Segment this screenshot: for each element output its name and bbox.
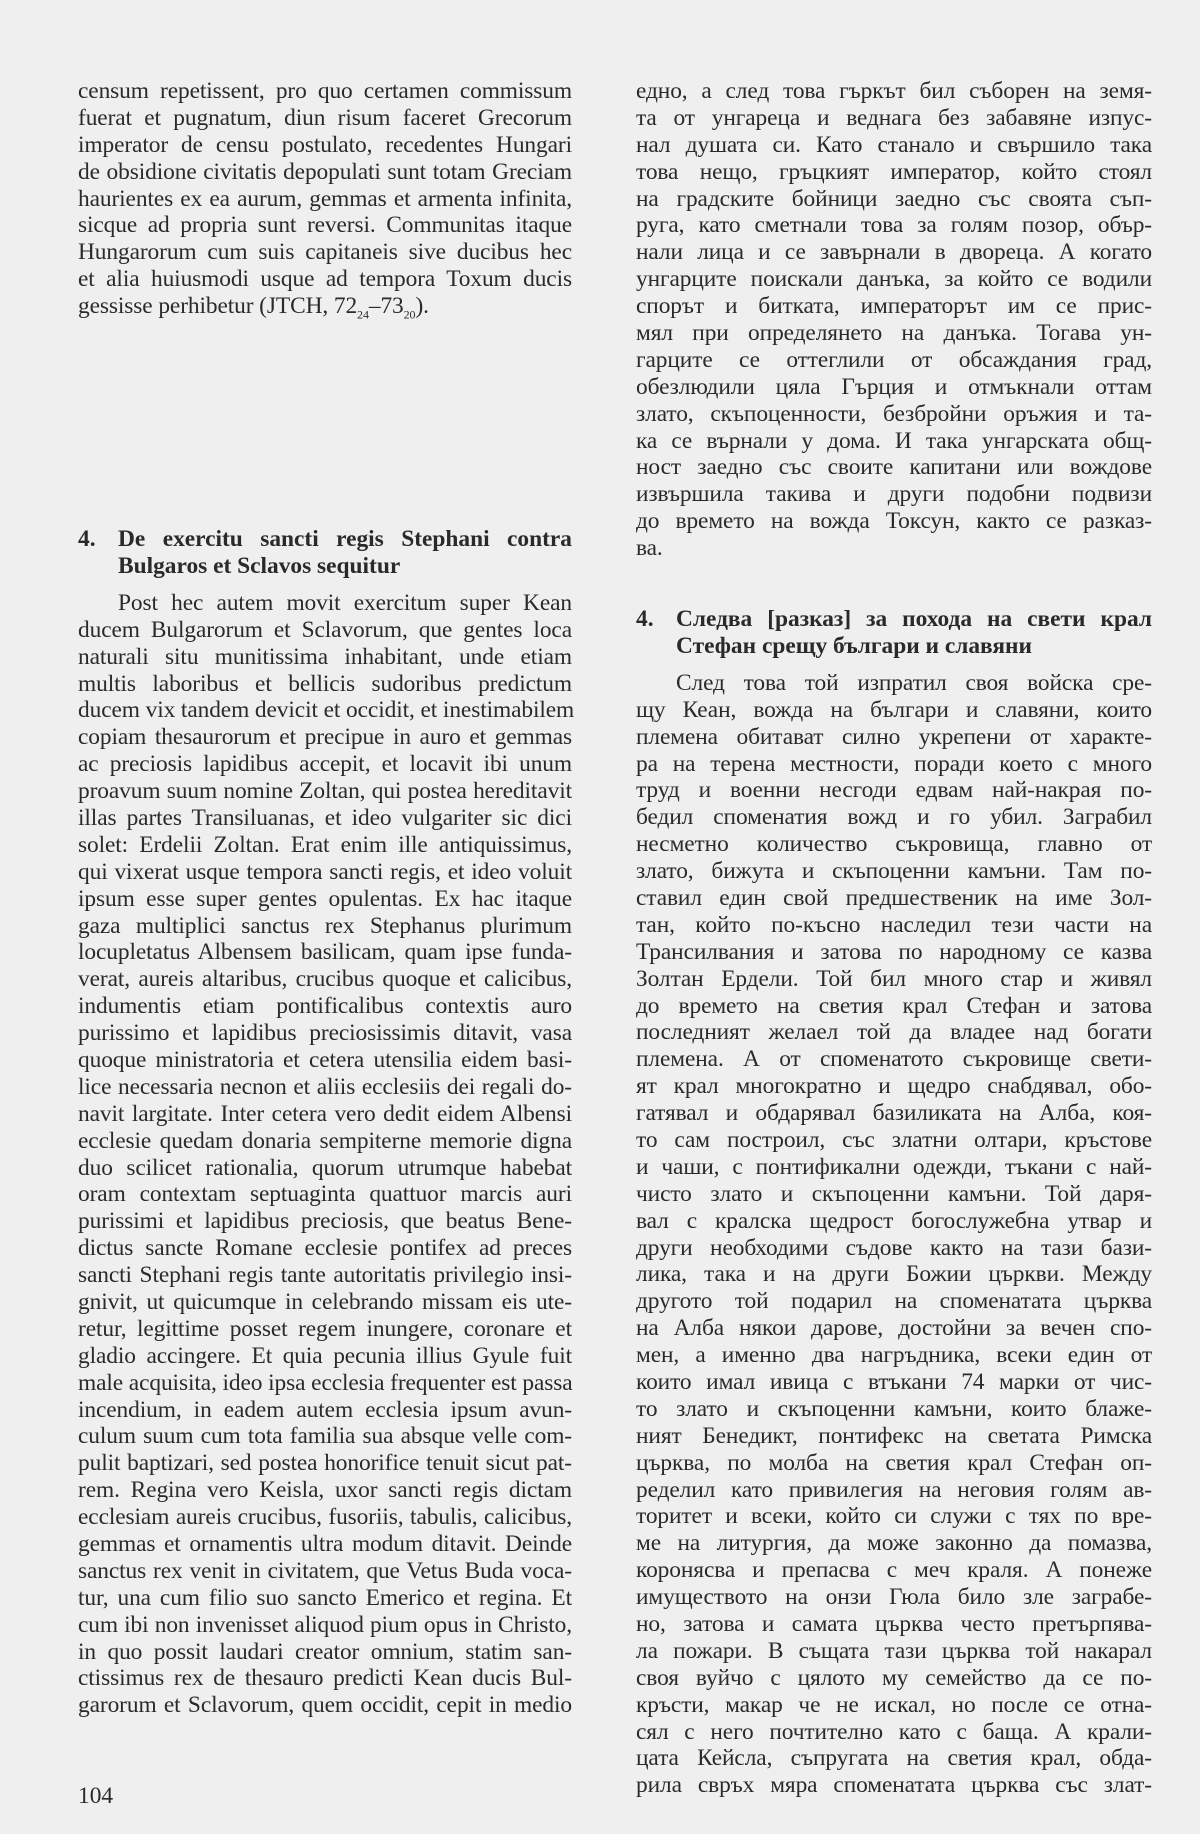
text-line: imperator de censu postulato, recedentes Hungari <box>78 131 572 158</box>
text-line: pulit baptizari, sed postea honorifice tenuit sicut pat- <box>78 1450 572 1477</box>
text-line: copiam thesaurorum et precipue in auro et gemmas <box>78 724 572 751</box>
text-line: това нещо, гръцкият император, който стоял <box>636 158 1152 185</box>
text-line: locupletatus Albensem basilicam, quam ipse funda- <box>78 939 572 966</box>
text-line: proavum suum nomine Zoltan, qui postea hereditavit <box>78 778 572 805</box>
text-line: ducem vix tandem devicit et occidit, et inestimabilem <box>78 697 575 724</box>
text-line: et alia huiusmodi usque ad tempora Toxum ducis <box>78 266 572 293</box>
text-line: gaza multiplici sanctus rex Stephanus plurimum <box>78 912 572 939</box>
text-line: нали лица и се завърнали в двореца. А когато <box>636 239 1152 266</box>
text-line: ac preciosis lapidibus accepit, et locavit ibi unum <box>78 751 572 778</box>
text-line: рила свръх мяра споменатата църква със злат- <box>636 1772 1152 1799</box>
text-line: ctissimus rex de thesauro predicti Kean ducis Bul- <box>78 1665 572 1692</box>
text-line: След това той изпратил своя войска сре- <box>676 669 1152 696</box>
text-line: oram contextam septuaginta quattuor marcis auri <box>78 1181 572 1208</box>
text-line: другото той подарил на споменатата църква <box>636 1288 1152 1315</box>
text-line: църква, по молба на светия крал Стефан оп- <box>636 1449 1152 1476</box>
text-line: та от унгареца и веднага без забавяне изпус- <box>636 104 1152 131</box>
text-line: ставил един свой предшественик на име Зол- <box>636 884 1152 911</box>
text-line: male acquisita, ideo ipsa ecclesia frequenter est passa <box>78 1369 573 1396</box>
text-line: ecclesiam aureis crucibus, fusoriis, tabulis, calicibus, <box>78 1504 572 1531</box>
text-line: purissimo et lapidibus preciosissimis ditavit, vasa <box>78 1020 572 1047</box>
text-line: Трансилвания и затова по народному се казва <box>636 938 1152 965</box>
text-line: haurientes ex ea aurum, gemmas et armenta infinita, <box>78 185 572 212</box>
text-line: ят крал многократно и щедро снабдявал, обо- <box>636 1073 1152 1100</box>
bulgarian-continuation-paragraph <box>636 78 1152 562</box>
text-line: ipsum esse super gentes opulentas. Ex hac itaque <box>78 885 572 912</box>
text-line: illas partes Transiluanas, et ideo vulgariter sic dici <box>78 804 572 831</box>
latin-column <box>78 78 575 1719</box>
text-line: но, затова и самата църква често претърпява- <box>636 1611 1152 1638</box>
latin-section-heading <box>78 526 572 580</box>
text-line: ка се върнали у дома. И така унгарската общ- <box>636 427 1152 454</box>
text-line: кръсти, макар че не искал, но после се отна- <box>636 1691 1152 1718</box>
text-line: tur, una cum filio suo sancto Emerico et regina. Et <box>78 1584 572 1611</box>
text-line: торитет и всеки, който си служи с тях по вре- <box>636 1503 1152 1530</box>
text-line: ме на литургия, да може законно да помазва, <box>636 1530 1152 1557</box>
text-line: и чаши, с понтификални одежди, тъкани с най- <box>636 1153 1152 1180</box>
text-line: fuerat et pugnatum, diun risum faceret Grecorum <box>78 104 572 131</box>
text-line: руга, като сметнали това за голям позор, обър- <box>636 212 1152 239</box>
text-line: lice necessaria necnon et aliis ecclesiis dei regali do- <box>78 1073 572 1100</box>
text-line: Post hec autem movit exercitum super Kean <box>118 589 572 616</box>
text-line: sanctus rex venit in civitatem, que Vetus Buda voca- <box>78 1557 572 1584</box>
text-line: едно, а след това гъркът бил съборен на земя- <box>636 78 1152 104</box>
text-line: ределил като привилегия на неговия голям ав- <box>636 1476 1152 1503</box>
text-line: то злато и скъпоценни камъни, които блаже- <box>636 1395 1152 1422</box>
text-line: quoque ministratoria et cetera utensilia eidem basi- <box>78 1046 572 1073</box>
latin-section-body <box>78 589 575 1719</box>
text-line: унгарците поискали данъка, за който се водили <box>636 266 1152 293</box>
text-line: incendium, in eadem autem ecclesia ipsum avun- <box>78 1396 572 1423</box>
text-line: ност заедно със своите капитани или вождове <box>636 454 1152 481</box>
latin-citation-line: gessisse perhibetur (JTCH, $72_{24}-73_{20}$). <box>78 293 429 322</box>
text-line: на градските бойници заедно със своята съп- <box>636 185 1152 212</box>
text-line: гарците се оттеглили от обсаждания град, <box>636 346 1152 373</box>
text-line: de obsidione civitatis depopulati sunt totam Greciam <box>78 158 572 185</box>
text-line: злато, скъпоценности, безбройни оръжия и та- <box>636 400 1152 427</box>
text-line: други необходими съдове както на тази бази- <box>636 1234 1152 1261</box>
text-line: Hungarorum cum suis capitaneis sive ducibus hec <box>78 239 572 266</box>
text-line: purissimi et lapidibus preciosis, que beatus Bene- <box>78 1208 572 1235</box>
text-line: indumentis etiam pontificalibus contextis auro <box>78 993 572 1020</box>
text-line: мял при определянето на данъка. Тогава ун- <box>636 320 1152 347</box>
text-line: сял с него почтително като с баща. А крали- <box>636 1718 1152 1745</box>
text-line: тан, който по-късно наследил тези части на <box>636 911 1152 938</box>
text-line: verat, aureis altaribus, crucibus quoque et calicibus, <box>78 966 572 993</box>
text-line: ра на терена местности, поради което с много <box>636 750 1152 777</box>
section-number: 4. <box>78 526 96 553</box>
bulgarian-section-body <box>636 670 1152 1799</box>
text-line: до времето на вожда Токсун, както се разказ- <box>636 508 1152 535</box>
text-line: ният Бенедикт, понтифекс на светата Римска <box>636 1422 1152 1449</box>
heading-line: Bulgaros et Sclavos sequitur <box>118 552 401 579</box>
text-line: Золтан Ердели. Той бил много стар и живял <box>636 965 1152 992</box>
text-line: чисто злато и скъпоценни камъни. Той даря- <box>636 1180 1152 1207</box>
heading-line: De exercitu sancti regis Stephani contra <box>118 526 572 553</box>
text-line: ла пожари. В същата тази църква той накарал <box>636 1637 1152 1664</box>
text-line: navit largitate. Inter cetera vero dedit eidem Albensi <box>78 1100 572 1127</box>
text-line: спорът и битката, императорът им се прис- <box>636 293 1152 320</box>
text-line: до времето на светия крал Стефан и затова <box>636 992 1152 1019</box>
text-line: лика, така и на други Божии църкви. Между <box>636 1261 1152 1288</box>
text-line: garorum et Sclavorum, quem occidit, cepit in medio <box>78 1692 572 1719</box>
text-line: cum ibi non invenisset aliquod pium opus in Christo, <box>78 1611 572 1638</box>
text-line: rem. Regina vero Keisla, uxor sancti regis dictam <box>78 1477 572 1504</box>
text-line: злато, бижута и скъпоценни камъни. Там по- <box>636 858 1152 885</box>
heading-line: Следва [разказ] за похода на свети крал <box>676 606 1152 633</box>
text-line: мен, а именно два нагръдника, всеки един от <box>636 1342 1152 1369</box>
text-line: обезлюдили цяла Гърция и отмъкнали оттам <box>636 373 1152 400</box>
text-line: censum repetissent, pro quo certamen commissum <box>78 78 572 104</box>
text-line: sicque ad propria sunt reversi. Communitas itaque <box>78 212 572 239</box>
text-line: ва. <box>636 535 663 562</box>
text-line: qui vixerat usque tempora sancti regis, et ideo voluit <box>78 858 572 885</box>
text-line: duo scilicet rationalia, quorum utrumque habebat <box>78 1154 572 1181</box>
text-line: in quo possit laudari creator omnium, statim san- <box>78 1638 572 1665</box>
text-line: ducem Bulgarorum et Sclavorum, que gentes loca <box>78 616 572 643</box>
text-line: бедил споменатия вожд и го убил. Заграбил <box>636 804 1152 831</box>
text-line: solet: Erdelii Zoltan. Erat enim ille antiquissimus, <box>78 831 572 858</box>
text-line: вал с кралска щедрост богослужебна утвар и <box>636 1207 1152 1234</box>
bulgarian-column <box>636 78 1152 1799</box>
latin-continuation-paragraph <box>78 78 572 293</box>
text-line: имуществото на онзи Гюла било зле заграбе- <box>636 1584 1152 1611</box>
text-line: щу Кеан, вожда на българи и славяни, които <box>636 696 1152 723</box>
text-line: dictus sancte Romane ecclesie pontifex ad preces <box>78 1235 572 1262</box>
text-line: последният желаел той да владее над богати <box>636 1019 1152 1046</box>
text-line: gemmas et ornamentis ultra modum ditavit. Deinde <box>78 1531 572 1557</box>
text-line: ecclesie quedam donaria sempiterne memorie digna <box>78 1127 572 1154</box>
bulgarian-section-heading <box>636 606 1152 660</box>
text-line: извършила такива и други подобни подвизи <box>636 481 1152 508</box>
text-line: коронясва и препасва с меч краля. А понеже <box>636 1557 1152 1584</box>
text-line: нал душата си. Като станало и свършило така <box>636 131 1152 158</box>
text-line: naturali situ munitissima inhabitant, unde etiam <box>78 643 572 670</box>
page-number: 104 <box>78 1783 114 1809</box>
text-line: gnivit, ut quicumque in celebrando missam eis ute- <box>78 1288 572 1315</box>
section-number: 4. <box>636 606 654 633</box>
text-line: gladio accingere. Et quia pecunia illius Gyule fuit <box>78 1342 572 1369</box>
text-line: племена. А от споменатото съкровище свети- <box>636 1046 1152 1073</box>
heading-line: Стефан срещу българи и славяни <box>676 632 1032 659</box>
text-line: retur, legittime posset regem inungere, coronare et <box>78 1315 572 1342</box>
text-line: то сам построил, със златни олтари, кръстове <box>636 1126 1152 1153</box>
text-line: племена обитават силно укрепени от характе- <box>636 723 1152 750</box>
text-line: несметно количество съкровища, главно от <box>636 831 1152 858</box>
text-line: които имал ивица с втъкани 74 марки от чис- <box>636 1369 1152 1395</box>
text-line: труд и военни несгоди едвам най-накрая по- <box>636 777 1152 804</box>
text-line: цата Кейсла, съпругата на светия крал, обда- <box>636 1745 1152 1772</box>
text-line: sancti Stephani regis tante autoritatis privilegio insi- <box>78 1262 572 1289</box>
text-line: на Алба някои дарове, достойни за вечен спо- <box>636 1315 1152 1342</box>
text-line: multis laboribus et bellicis sudoribus predictum <box>78 670 572 697</box>
text-line: своя вуйчо с цялото му семейство да се по- <box>636 1664 1152 1691</box>
text-line: culum suum cum tota familia sua absque velle com- <box>78 1423 572 1450</box>
text-line: гатявал и обдарявал базиликата на Алба, коя- <box>636 1100 1152 1127</box>
